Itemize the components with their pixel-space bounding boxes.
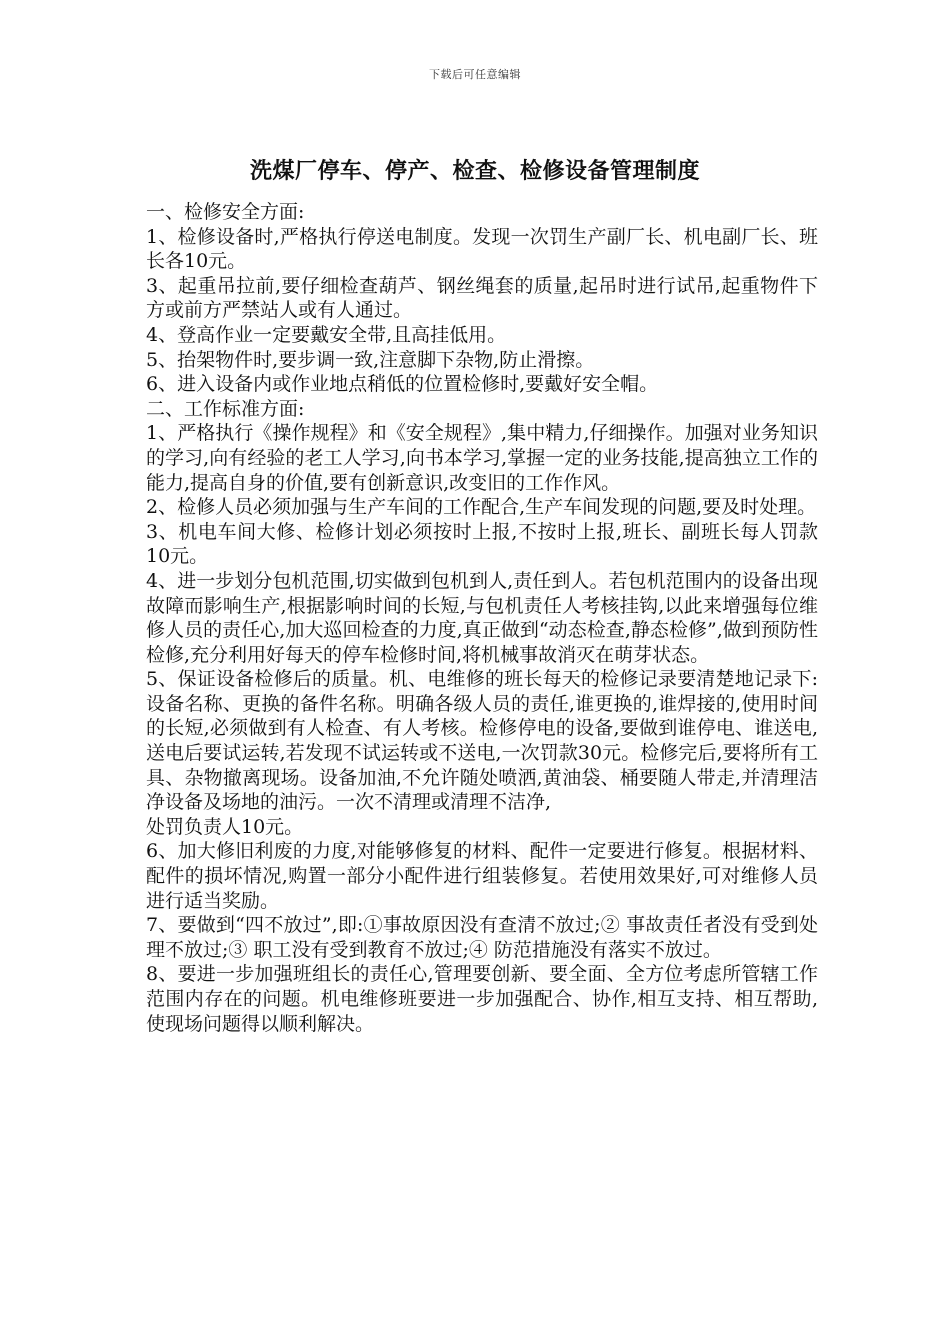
paragraph: 3、机电车间大修、检修计划必须按时上报,不按时上报,班长、副班长每人罚款10元。 — [146, 520, 818, 568]
paragraph: 5、抬架物件时,要步调一致,注意脚下杂物,防止滑擦。 — [146, 348, 595, 371]
paragraph: 7、要做到“四不放过”,即:①事故原因没有查清不放过;② 事故责任者没有受到处理不放过;③ 职工没有受到教育不放过;④ 防范措施没有落实不放过。 — [146, 914, 818, 961]
paragraph: 4、登高作业一定要戴安全带,且高挂低用。 — [146, 323, 507, 346]
document-body — [146, 200, 818, 1036]
paragraph: 2、检修人员必须加强与生产车间的工作配合,生产车间发现的问题,要及时处理。 — [146, 496, 817, 519]
paragraph: 处罚负责人10元。 — [146, 815, 304, 838]
paragraph: 8、要进一步加强班组长的责任心,管理要创新、要全面、全方位考虑所管辖工作范围内存在的问题。机电维修班要进一步加强配合、协作,相互支持、相互帮助,使现场问题得以顺利解决。 — [146, 963, 818, 1035]
header-note: 下载后可任意编辑 — [429, 68, 521, 81]
paragraph: 6、进入设备内或作业地点稍低的位置检修时,要戴好安全帽。 — [146, 373, 659, 396]
paragraph: 4、进一步划分包机范围,切实做到包机到人,责任到人。若包机范围内的设备出现故障而影响生产,根据影响时间的长短,与包机责任人考核挂钩,以此来增强每位维修人员的责任心,加大巡回检查的力度,真正做到“动态检查,静态检修”,做到预防性检修,充分利用好每天的停车检修时间,将机械事故消灭在萌芽状态。 — [146, 569, 818, 666]
section-heading: 一、检修安全方面: — [146, 201, 305, 223]
document-title: 洗煤厂停车、停产、检查、检修设备管理制度 — [249, 158, 700, 184]
paragraph: 3、起重吊拉前,要仔细检查葫芦、钢丝绳套的质量,起吊时进行试吊,起重物件下方或前方严禁站人或有人通过。 — [146, 274, 818, 322]
paragraph: 6、加大修旧利废的力度,对能够修复的材料、配件一定要进行修复。根据材料、配件的损坏情况,购置一部分小配件进行组装修复。若使用效果好,可对维修人员进行适当奖励。 — [146, 840, 818, 912]
paragraph: 5、保证设备检修后的质量。机、电维修的班长每天的检修记录要清楚地记录下:设备名称、更换的备件名称。明确各级人员的责任,谁更换的,谁焊接的,使用时间的长短,必须做到有人检查、有人考核。检修停电的设备,要做到谁停电、谁送电,送电后要试运转,若发现不试运转或不送电,一次罚款30元。检修完后,要将所有工具、杂物撤离现场。设备加油,不允许随处喷洒,黄油袋、桶要随人带走,并清理洁净设备及场地的油污。一次不清理或清理不洁净, — [146, 668, 818, 814]
paragraph: 1、检修设备时,严格执行停送电制度。发现一次罚生产副厂长、机电副厂长、班长各10元。 — [146, 225, 818, 273]
section-heading: 二、工作标准方面: — [146, 397, 305, 420]
paragraph: 1、严格执行《操作规程》和《安全规程》,集中精力,仔细操作。加强对业务知识的学习,向有经验的老工人学习,向书本学习,掌握一定的业务技能,提高独立工作的能力,提高自身的价值,要有创新意识,改变旧的工作作风。 — [146, 422, 818, 494]
